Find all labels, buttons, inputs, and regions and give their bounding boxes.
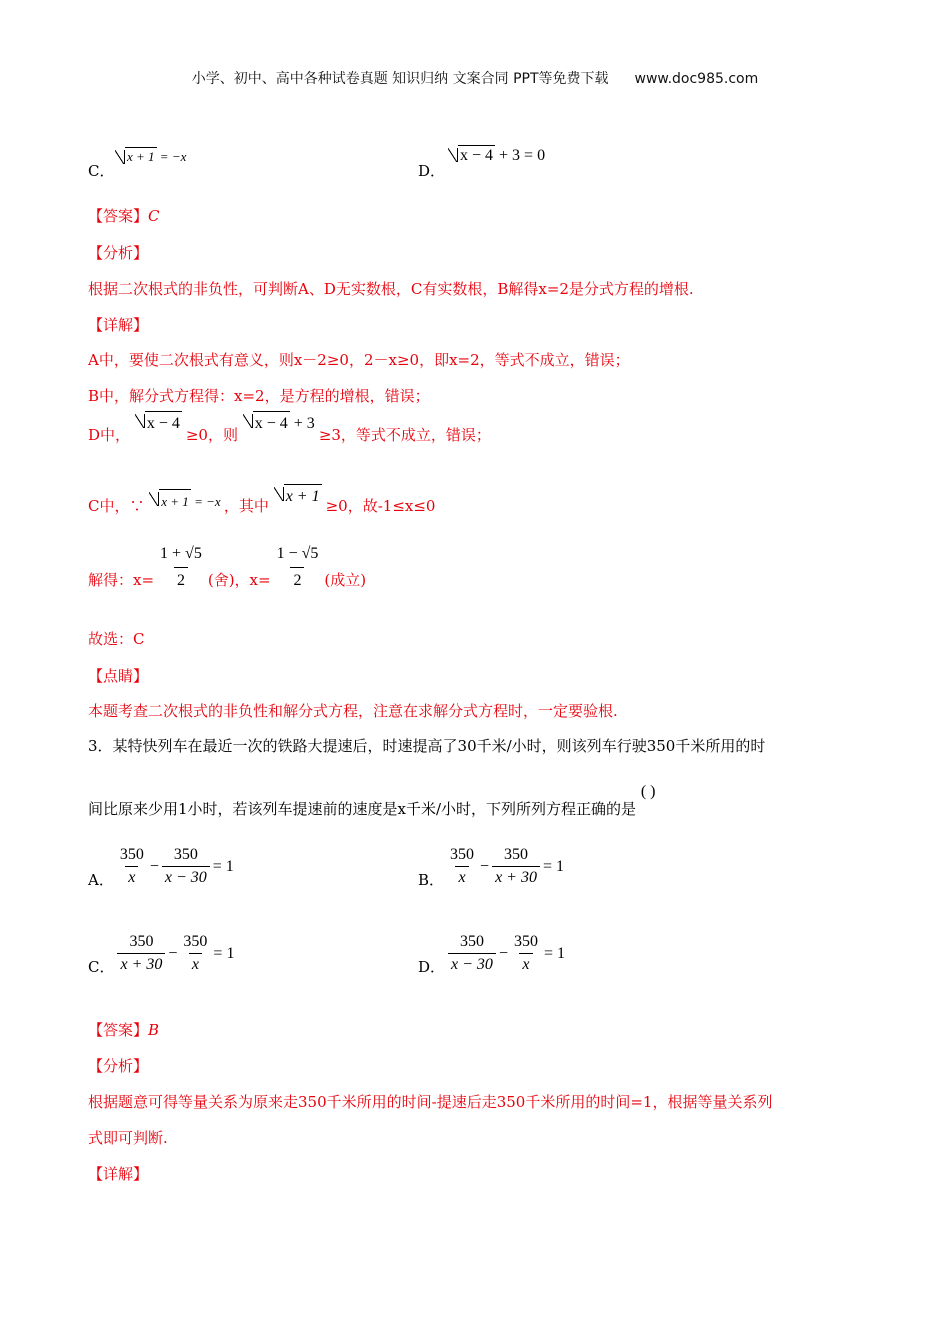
- fraction-numerator: 350: [450, 846, 475, 863]
- option-fraction-2: [180, 933, 210, 974]
- fraction-denominator: x − 30: [448, 953, 496, 974]
- option-fraction-2: [511, 933, 541, 974]
- equation-rhs: + 3 = 0: [499, 147, 546, 164]
- q2-option-c-label: C．: [88, 162, 115, 180]
- fraction-numerator: 1 − √5: [276, 545, 319, 562]
- fraction-denominator: x − 30: [162, 866, 210, 887]
- fraction-numerator: 350: [504, 846, 529, 863]
- answer-tag: 【答案】: [88, 1021, 149, 1039]
- q3-option-a: [88, 843, 234, 890]
- solve-fraction-1: [157, 543, 205, 592]
- q2-solve-line: [88, 543, 366, 592]
- fraction-numerator: 350: [119, 846, 144, 863]
- fraction-numerator: 350: [129, 933, 154, 950]
- radicand: x − 4: [253, 411, 290, 435]
- sqrt-symbol: [274, 484, 322, 508]
- fraction-denominator: x: [189, 953, 202, 974]
- q3-stem-line-1: 3．某特快列车在最近一次的铁路大提速后，时速提高了30千米/小时，则该列车行驶350千米所用的时: [88, 737, 766, 755]
- q2-analysis-text: 根据二次根式的非负性，可判断A、D无实数根，C有实数根，B解得x=2是分式方程的增根.: [88, 280, 694, 298]
- option-fraction-1: [448, 933, 496, 974]
- minus-sign: −: [149, 857, 159, 875]
- solve-fraction-2: [274, 543, 322, 592]
- line-suffix: ≥3，等式不成立，错误；: [318, 426, 491, 444]
- q2-detail-tag: 【详解】: [88, 316, 149, 334]
- header-text: 小学、初中、高中各种试卷真题 知识归纳 文案合同 PPT等免费下载: [191, 71, 609, 87]
- line-prefix: D中，: [88, 426, 131, 444]
- radicand: x + 1: [284, 484, 322, 508]
- line-d-sqrt-2: [243, 415, 319, 432]
- fraction-denominator: x: [455, 866, 468, 887]
- q2-detail-line-c: [88, 488, 436, 518]
- option-fraction-1: [117, 933, 165, 974]
- sqrt-symbol: [149, 489, 191, 513]
- fraction-denominator: x + 30: [117, 953, 165, 974]
- q2-answer: [88, 205, 160, 227]
- option-label: B．: [418, 871, 445, 889]
- q3-detail-tag: 【详解】: [88, 1165, 149, 1183]
- stem-text: 间比原来少用1小时，若该列车提速前的速度是x千米/小时，下列所列方程正确的是: [88, 800, 637, 818]
- header-site-link[interactable]: www.doc985.com: [634, 71, 759, 87]
- solve-label: 解得：x=: [88, 570, 155, 589]
- q2-option-d: [418, 160, 445, 181]
- line-prefix: C中，∵: [88, 497, 145, 515]
- fraction-denominator: x: [519, 953, 532, 974]
- equation-rhs: = 1: [212, 857, 234, 875]
- equation-rhs: = −x: [190, 494, 221, 509]
- sqrt-symbol: [448, 145, 495, 165]
- fraction-numerator: 350: [183, 933, 208, 950]
- fraction-numerator: 1 + √5: [160, 545, 202, 562]
- equation-rhs: = 1: [213, 944, 235, 962]
- option-label: D．: [418, 958, 446, 976]
- q2-detail-line-b: B中，解分式方程得：x=2，是方程的增根，错误；: [88, 387, 430, 405]
- line-d-sqrt: [135, 415, 186, 432]
- q3-analysis-line-1: 根据题意可得等量关系为原来走350千米所用的时间-提速后走350千米所用的时间=1，根据等量关系列: [88, 1093, 773, 1111]
- fraction-denominator: 2: [290, 567, 304, 592]
- solve-note-2: (成立): [324, 570, 367, 589]
- minus-sign: −: [168, 944, 178, 962]
- answer-value: B: [148, 1021, 160, 1039]
- answer-parentheses: ( ): [640, 783, 656, 800]
- equation-rhs: = 1: [543, 944, 565, 962]
- option-fraction-1: [447, 846, 477, 887]
- sqrt-symbol: [115, 147, 157, 165]
- option-label: C．: [88, 958, 115, 976]
- sqrt-symbol: [243, 411, 290, 435]
- q2-option-d-math: [448, 145, 545, 165]
- line-c-sqrt-2: [274, 488, 326, 505]
- answer-tag: 【答案】: [88, 207, 149, 225]
- option-label: A．: [88, 871, 114, 889]
- q3-option-b: [418, 843, 564, 890]
- q2-option-d-label: D．: [418, 162, 446, 180]
- fraction-denominator: x: [125, 866, 138, 887]
- option-fraction-2: [492, 846, 540, 887]
- q2-detail-line-a: A中，要使二次根式有意义，则x－2≥0，2－x≥0，即x=2，等式不成立，错误；: [88, 351, 630, 369]
- solve-note-1: (舍)，x=: [207, 570, 271, 589]
- fraction-numerator: 350: [513, 933, 538, 950]
- q3-option-d: [418, 930, 565, 977]
- fraction-denominator: x + 30: [492, 866, 540, 887]
- q2-comment-text: 本题考查二次根式的非负性和解分式方程，注意在求解分式方程时，一定要验根.: [88, 702, 618, 720]
- radicand: x + 1: [127, 149, 155, 164]
- q2-detail-line-d: [88, 415, 491, 447]
- minus-sign: −: [480, 857, 490, 875]
- q2-option-c: [88, 160, 114, 181]
- fraction-denominator: 2: [174, 567, 188, 592]
- page-header: [0, 68, 950, 88]
- option-fraction-2: [162, 846, 210, 887]
- q2-option-c-math: [115, 147, 186, 165]
- equation-rhs: = 1: [542, 857, 564, 875]
- q3-answer: [88, 1019, 159, 1041]
- q3-stem-line-2: [88, 783, 656, 821]
- minus-sign: −: [498, 944, 508, 962]
- sqrt-symbol: [135, 411, 182, 435]
- q3-analysis-line-2: 式即可判断.: [88, 1129, 168, 1147]
- line-c-sqrt: [149, 494, 224, 509]
- q2-analysis-tag: 【分析】: [88, 244, 149, 262]
- radicand: x + 1: [159, 489, 191, 513]
- option-fraction-1: [117, 846, 147, 887]
- radicand: x − 4: [460, 147, 494, 164]
- line-mid: ≥0，则: [185, 426, 238, 444]
- answer-value: C: [148, 207, 160, 225]
- radicand: x − 4: [145, 411, 182, 435]
- line-suffix: ≥0，故-1≤x≤0: [325, 497, 436, 515]
- q3-analysis-tag: 【分析】: [88, 1057, 149, 1075]
- fraction-numerator: 350: [173, 846, 198, 863]
- equation-rhs: = −x: [159, 149, 187, 164]
- line-mid: ，其中: [223, 497, 269, 515]
- q2-comment-tag: 【点睛】: [88, 667, 149, 685]
- plus-three: + 3: [289, 415, 315, 432]
- q3-option-c: [88, 930, 234, 977]
- fraction-numerator: 350: [459, 933, 484, 950]
- q2-choose: 故选：C: [88, 630, 145, 648]
